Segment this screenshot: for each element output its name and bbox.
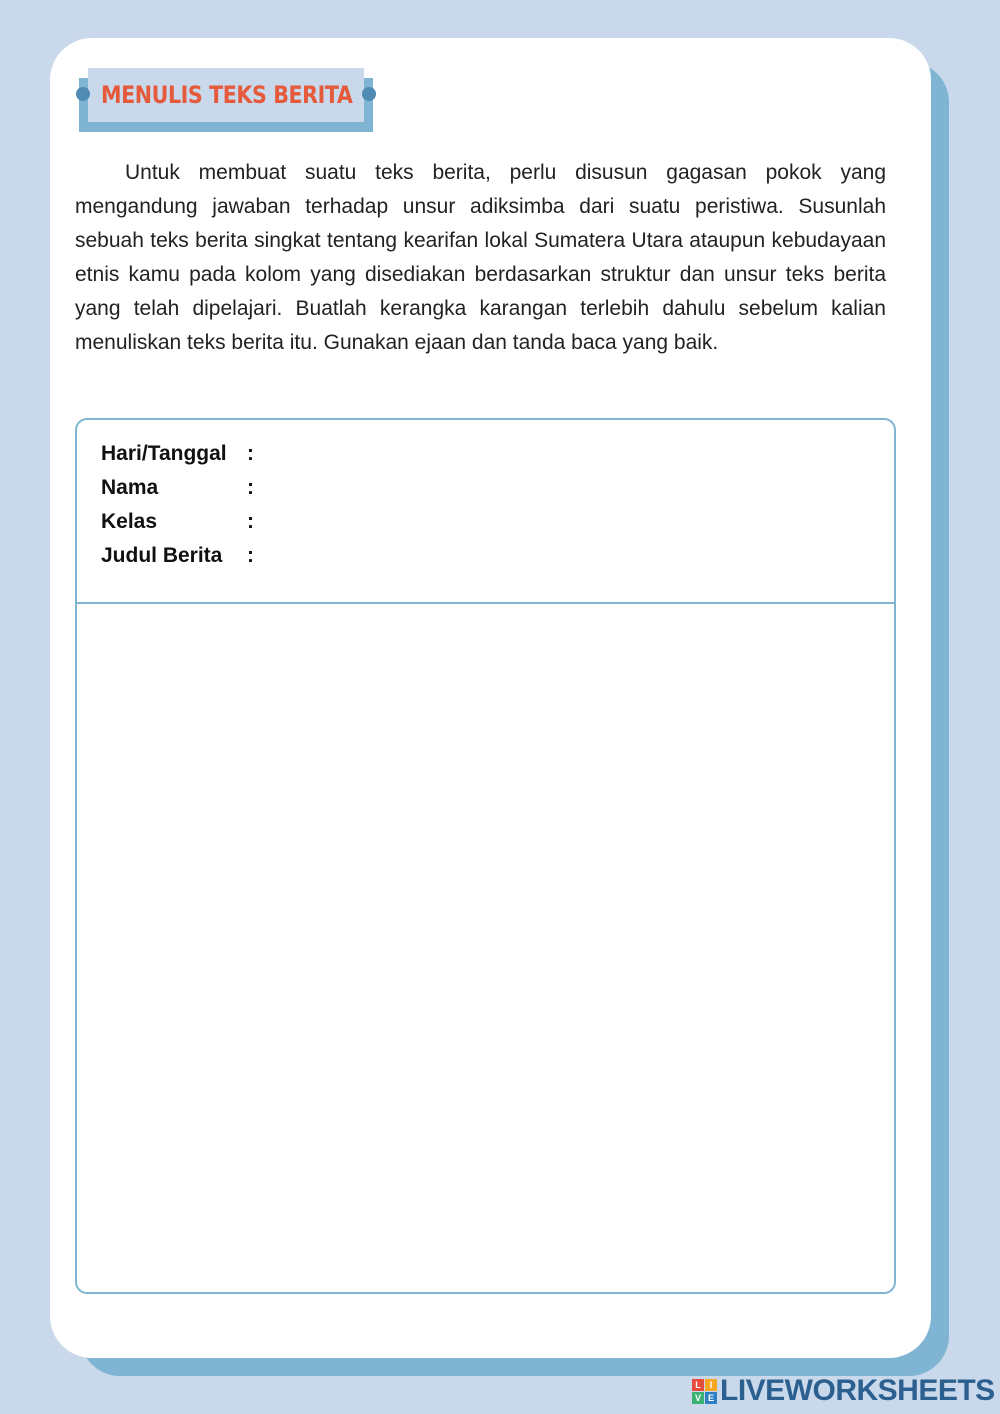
field-colon: : <box>247 476 254 499</box>
logo-letter: L <box>692 1379 704 1391</box>
page-title: MENULIS TEKS BERITA <box>101 81 353 109</box>
instructions-paragraph: Untuk membuat suatu teks berita, perlu disusun gagasan pokok yang mengandung jawaban terhadap unsur adiksimba dari suatu peristiwa. Susunlah sebuah teks berita singkat tentang kearifan lokal Sumatera Utara ataupun kebudayaan etnis kamu pada kolom yang disediakan berdasarkan struktur dan unsur teks berita yang telah dipelajari. Buatlah kerangka karangan terlebih dahulu sebelum kalian menuliskan teks berita itu. Gunakan ejaan dan tanda baca yang baik. <box>75 161 886 354</box>
field-colon: : <box>247 442 254 465</box>
field-colon: : <box>247 544 254 567</box>
liveworksheets-watermark <box>692 1376 995 1406</box>
answer-form-box <box>75 418 896 1294</box>
liveworksheets-logo-icon <box>692 1379 717 1404</box>
field-colon: : <box>247 510 254 533</box>
title-banner <box>79 68 375 132</box>
news-writing-area[interactable] <box>77 604 894 1292</box>
logo-letter: V <box>692 1392 704 1404</box>
form-header <box>77 420 894 604</box>
watermark-text: LIVEWORKSHEETS <box>720 1374 995 1407</box>
title-right-dot <box>362 87 376 101</box>
logo-letter: E <box>705 1392 717 1404</box>
field-label: Judul Berita <box>101 544 223 567</box>
logo-letter: I <box>705 1379 717 1391</box>
title-left-dot <box>76 87 90 101</box>
field-label: Nama <box>101 476 159 499</box>
field-label: Hari/Tanggal <box>101 442 227 465</box>
field-label: Kelas <box>101 510 158 533</box>
